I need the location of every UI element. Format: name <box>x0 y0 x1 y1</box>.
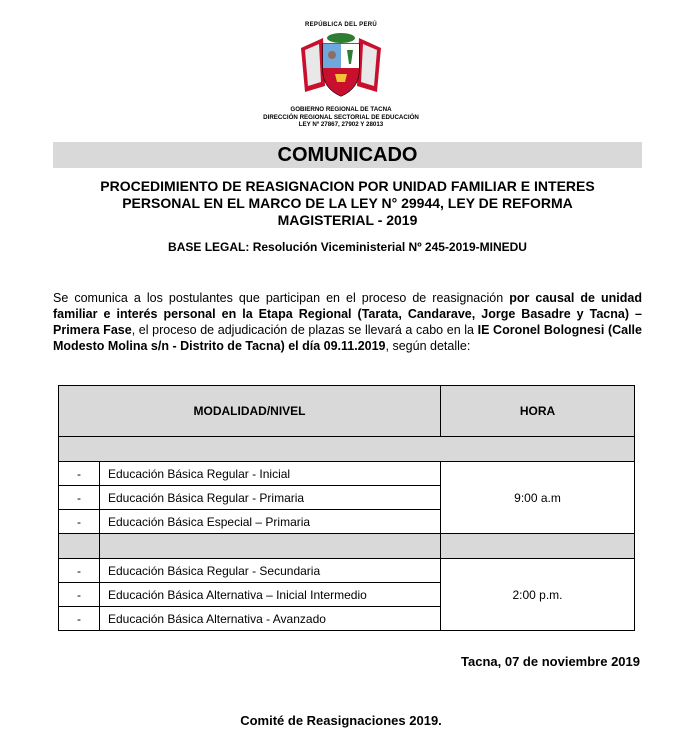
coat-of-arms-seal <box>261 8 421 108</box>
letterhead <box>0 8 682 129</box>
row-hora-morning: 9:00 a.m <box>441 462 635 534</box>
schedule-table <box>58 385 635 631</box>
subtitle-line-2: PERSONAL EN EL MARCO DE LA LEY N° 29944, LEY DE REFORMA <box>122 195 573 211</box>
paragraph-text-3: , según detalle: <box>385 339 471 353</box>
table-row <box>59 462 635 486</box>
row-modalidad: Educación Básica Alternativa – Inicial Intermedio <box>100 583 441 607</box>
subtitle-line-1: PROCEDIMIENTO DE REASIGNACION POR UNIDAD FAMILIAR E INTERES <box>100 178 595 194</box>
row-modalidad: Educación Básica Regular - Primaria <box>100 486 441 510</box>
table-separator-row <box>59 437 635 462</box>
gov-line-2: DIRECCIÓN REGIONAL SECTORIAL DE EDUCACIÓN <box>263 113 419 121</box>
signature-committee: Comité de Reasignaciones 2019. <box>240 713 442 728</box>
paragraph-text-2: , el proceso de adjudicación de plazas se llevará a cabo en la <box>131 323 478 337</box>
row-hora-afternoon: 2:00 p.m. <box>441 559 635 631</box>
base-legal: BASE LEGAL: Resolución Viceministerial Nº 245-2019-MINEDU <box>168 240 527 254</box>
paragraph-bold-1: por causal de unidad familiar e interés personal en la Etapa Regional (Tarata, Candarave, Jorge Basadre y Tacna) – Primera Fase <box>53 291 642 337</box>
paragraph-text-1: Se comunica a los postulantes que participan en el proceso de reasignación <box>53 291 510 305</box>
gov-line-1: GOBIERNO REGIONAL DE TACNA <box>290 106 392 113</box>
row-modalidad: Educación Básica Alternativa - Avanzado <box>100 607 441 631</box>
row-modalidad: Educación Básica Especial – Primaria <box>100 510 441 534</box>
table-header-row <box>59 386 635 437</box>
row-dash: - <box>59 486 100 510</box>
row-dash: - <box>59 559 100 583</box>
document-date: Tacna, 07 de noviembre 2019 <box>461 654 640 669</box>
row-dash: - <box>59 462 100 486</box>
row-modalidad: Educación Básica Regular - Inicial <box>100 462 441 486</box>
seal-arc-text: REPÚBLICA DEL PERÚ <box>304 22 378 28</box>
row-dash: - <box>59 607 100 631</box>
announcement-paragraph <box>53 290 642 354</box>
table-row <box>59 559 635 583</box>
row-modalidad: Educación Básica Regular - Secundaria <box>100 559 441 583</box>
table-separator-row <box>59 534 635 559</box>
document-subtitle <box>53 178 642 229</box>
subtitle-line-3: MAGISTERIAL - 2019 <box>277 212 418 228</box>
row-dash: - <box>59 510 100 534</box>
row-dash: - <box>59 583 100 607</box>
document-title: COMUNICADO <box>53 142 642 168</box>
column-header-modalidad: MODALIDAD/NIVEL <box>59 386 441 437</box>
government-lines <box>0 106 682 129</box>
column-header-hora: HORA <box>441 386 635 437</box>
paragraph-bold-2: IE Coronel Bolognesi (Calle Modesto Molina s/n - Distrito de Tacna) el día 09.11.2019 <box>53 323 642 353</box>
gov-line-3: LEY Nº 27867, 27902 Y 28013 <box>298 121 384 128</box>
